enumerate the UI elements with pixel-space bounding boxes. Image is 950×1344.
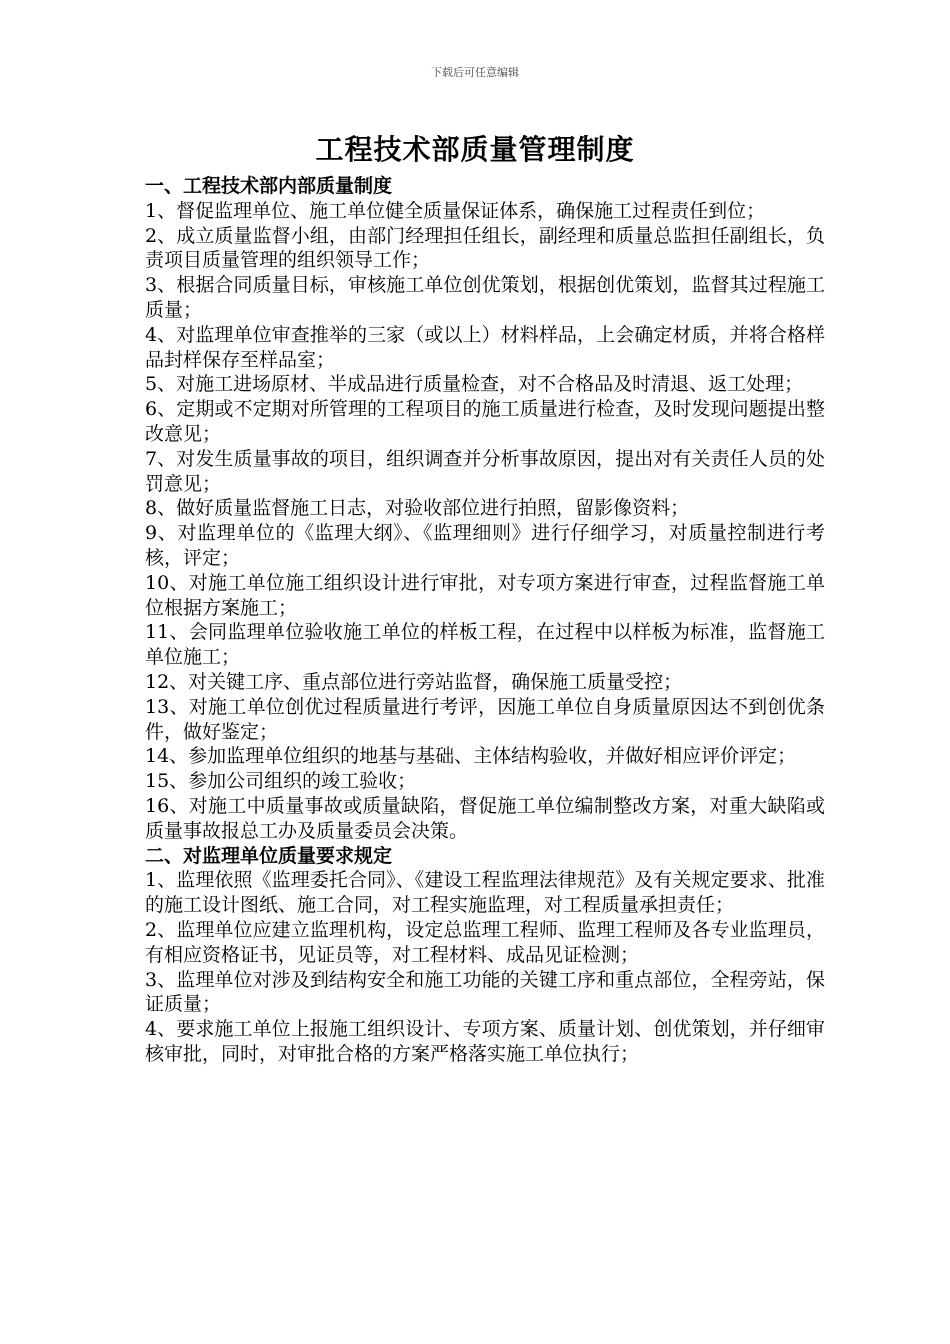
list-item: 13、对施工单位创优过程质量进行考评，因施工单位自身质量原因达不到创优条件，做好鉴定； [145, 695, 825, 743]
list-item: 2、成立质量监督小组，由部门经理担任组长，副经理和质量总监担任副组长，负责项目质量管理的组织领导工作； [145, 224, 825, 272]
list-item: 1、督促监理单位、施工单位健全质量保证体系，确保施工过程责任到位； [145, 199, 766, 222]
list-item: 12、对关键工序、重点部位进行旁站监督，确保施工质量受控； [145, 670, 683, 693]
list-item: 10、对施工单位施工组织设计进行审批，对专项方案进行审查，过程监督施工单位根据方案施工； [145, 571, 825, 619]
list-item: 15、参加公司组织的竣工验收； [145, 770, 417, 793]
list-item: 3、监理单位对涉及到结构安全和施工功能的关键工序和重点部位，全程旁站，保证质量； [145, 968, 825, 1016]
list-item: 3、根据合同质量目标，审核施工单位创优策划，根据创优策划，监督其过程施工质量； [145, 274, 825, 321]
list-item: 11、会同监理单位验收施工单位的样板工程，在过程中以样板为标准，监督施工单位施工； [145, 621, 825, 669]
list-item: 16、对施工中质量事故或质量缺陷，督促施工单位编制整改方案，对重大缺陷或质量事故报总工办及质量委员会决策。 [145, 794, 825, 842]
header-note: 下载后可任意编辑 [431, 66, 519, 79]
list-item: 1、监理依照《监理委托合同》、《建设工程监理法律规范》及有关规定要求、批准的施工设计图纸、施工合同，对工程实施监理，对工程质量承担责任； [145, 869, 825, 917]
document-body [145, 174, 825, 1067]
list-item: 4、要求施工单位上报施工组织设计、专项方案、质量计划、创优策划，并仔细审核审批，同时，对审批合格的方案严格落实施工单位执行； [145, 1018, 825, 1065]
list-item: 5、对施工进场原材、半成品进行质量检查，对不合格品及时清退、返工处理； [145, 373, 804, 396]
list-item: 2、监理单位应建立监理机构，设定总监理工程师、监理工程师及各专业监理员，有相应资格证书，见证员等，对工程材料、成品见证检测； [145, 918, 825, 966]
section-heading: 二、对监理单位质量要求规定 [145, 844, 393, 867]
list-item: 14、参加监理单位组织的地基与基础、主体结构验收，并做好相应评价评定； [145, 745, 797, 768]
list-item: 7、对发生质量事故的项目，组织调查并分析事故原因，提出对有关责任人员的处罚意见； [145, 447, 825, 495]
list-item: 6、定期或不定期对所管理的工程项目的施工质量进行检查，及时发现问题提出整改意见； [145, 398, 825, 445]
list-item: 9、对监理单位的《监理大纲》、《监理细则》进行仔细学习，对质量控制进行考核，评定； [145, 522, 825, 569]
section-heading: 一、工程技术部内部质量制度 [145, 175, 393, 197]
document-title: 工程技术部质量管理制度 [315, 133, 635, 166]
list-item: 8、做好质量监督施工日志，对验收部位进行拍照，留影像资料； [145, 497, 690, 520]
list-item: 4、对监理单位审查推举的三家（或以上）材料样品，上会确定材质，并将合格样品封样保存至样品室； [145, 323, 825, 371]
